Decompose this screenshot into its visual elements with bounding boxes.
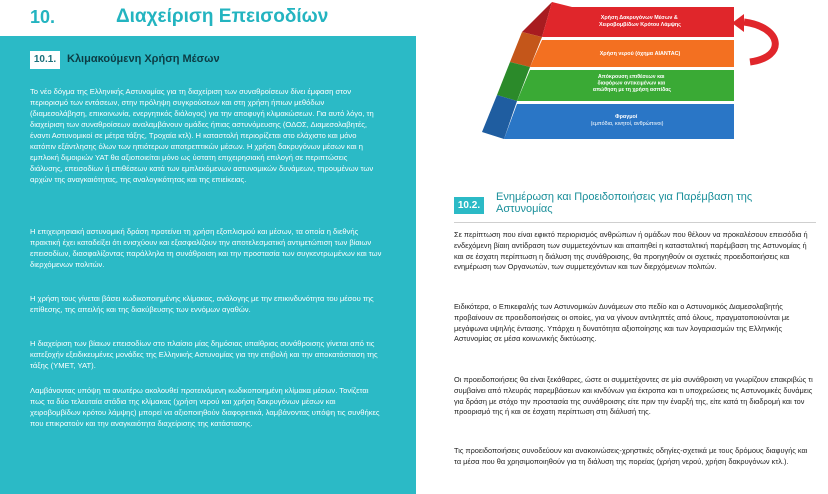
pyramid-level-3-label: Απόκρουση επιθέσεων και διαφόρων αντικειμένων και απώθηση με τη χρήση ασπίδας: [592, 74, 672, 93]
pyramid-level-1-label: Χρήση Δακρυγόνων Μέσων & Χειροβομβίδων Κρότου Λάμψης: [599, 15, 681, 28]
escalation-arrow-icon: [744, 22, 775, 62]
paragraph: Σε περίπτωση που είναι εφικτό περιορισμός ανθρώπων ή ομάδων που θέλουν να προκαλέσουν επεισόδια ή ενδεχόμενη βίαιη αντίδραση των συμμετεχόντων και απαιτηθεί η κατασταλτική παρέμβαση της Αστυνομίας ή και σε έσχατη περίπτωση η διάλυση της συνάθροισης, θα προηγηθούν οι σχετικές προειδοποιήσεις και ενημέρωση των Οργανωτών, των συμμετεχόντων και των διερχόμενων πολιτών.: [454, 230, 808, 272]
paragraph: Η επιχειρησιακή αστυνομική δράση προτείνει τη χρήση εξοπλισμού και μέσων, τα οποία η διεθνής πρακτική έχει καταδείξει ότι ενισχύουν και εξασφαλίζουν την αποτελεσματική αντιμετώπιση των βίαιων επεισοδίων, διασφαλίζοντας παράλληλα τη συνάθροιση και την προστασία των συγκεντρωμένων και των διερχόμενων πολιτών.: [30, 227, 382, 269]
paragraph: Οι προειδοποιήσεις θα είναι ξεκάθαρες, ώστε οι συμμετέχοντες σε μία συνάθροιση να γνωρίζουν επακριβώς τι συμβαίνει από πλευράς παρεμβάσεων και κινδύνων για έκτροπα και τι υποχρεώσεις τις Αστυνομικές δυνάμεις για δράση με στόχο την προστασία της συνάθροισης είτε πριν την έναρξή της, είτε κατά τη διαδρομή και τον προορισμό της ή και σε έσχατη περίπτωση στη διάλυσή της.: [454, 375, 813, 417]
chapter-title: Διαχείριση Επεισοδίων: [116, 6, 329, 27]
divider: [454, 222, 816, 223]
paragraph: Τις προειδοποιήσεις συνοδεύουν και ανακοινώσεις-χρηστικές οδηγίες-σχετικά με τους δρόμους διαφυγής και τα μέσα που θα χρησιμοποιηθούν για τη διάλυση της πορείας (χρήση νερού, χρήση δακρυγόνων κτλ.).: [454, 446, 808, 466]
chapter-header: [0, 0, 416, 36]
escalation-pyramid: [482, 2, 812, 142]
paragraph: Το νέο δόγμα της Ελληνικής Αστυνομίας για τη διαχείριση των συναθροίσεων δίνει έμφαση στον περιορισμό των εντάσεων, στην πρόληψη συγκρούσεων και στη χρήση ήπιων μεθόδων (διαμεσολάβηση, επικοινωνία, ενεργητικός διάλογος) για την αποφυγή κλιμακώσεων. Για αυτό λόγο, τη διαχείριση των συναθροίσεων αναλαμβάνουν ομάδες ήπιας αστυνόμευσης (ΟΔΟΣ, Διαμεσολαβητές, έναντι Αστυνομικοί σε μέτρα τάξης, Τροχαία κτλ). Η καταστολή περιορίζεται στο ελάχιστο και μόνο κατόπιν εξάντλησης όλων των ηπιότερων αποτρεπτικών μέσων. Η χρήση δακρυγόνων μέσων και η εμπλοκή διμοιριών ΥΑΤ θα αξιοποιείται μόνο ως ύστατη επιχειρησιακή επιλογή σε περιπτώσεις διάλυσης, επεισοδίων ή επιθέσεων κατά των εμπλεκόμενων αστυνομικών δυνάμεων, τηρουμένων των αρχών της αναγκαιότητας, της αναλογικότητας και της επιείκειας.: [30, 87, 374, 184]
right-page: [416, 0, 828, 494]
section-2-number: 10.2.: [454, 197, 484, 214]
section-title: Κλιμακούμενη Χρήση Μέσων: [67, 53, 220, 65]
section-panel: [0, 36, 416, 494]
paragraph: Λαμβάνοντας υπόψη τα ανωτέρω ακολουθεί προτεινόμενη κωδικοποιημένη κλίμακα μέσων. Τονίζεται πως τα δύο τελευταία στάδια της κλίμακας (χρήση νερού και χρήση δακρυγόνων μέσων και χειροβομβίδων κρότου λάμψης) μπορεί να αξιοποιηθούν διαφορετικά, λαμβάνοντας υπόψη τις συνθήκες που επικρατούν και την αναγκαιότητα διαχείρισης της κατάστασης.: [30, 386, 380, 428]
pyramid-level-4-label: Φραγμοί (εμπόδια, κινητοί, ανθρώπινοι): [590, 114, 664, 127]
paragraph: Η διαχείριση των βίαιων επεισοδίων στο πλαίσιο μίας δημόσιας υπαίθριας συνάθροισης γίνεται από τις κατεξοχήν εξειδικευμένες μονάδες της Ελληνικής Αστυνομίας για την επιβολή και την αποκατάσταση της τάξης (ΥΜΕΤ, ΥΑΤ).: [30, 339, 378, 370]
paragraph: Ειδικότερα, ο Επικεφαλής των Αστυνομικών Δυνάμεων στο πεδίο και ο Αστυνομικός Διαμεσολαβητής προβαίνουν σε προειδοποιήσεις οι οποίες, για να γίνουν αντιληπτές από όλους, πραγματοποιούνται με μεγάφωνα υψηλής έντασης. Υπάρχει η δυνατότητα αξιοποίησης και των λογαριασμών της Ελληνικής Αστυνομίας σε μέσα κοινωνικής δικτύωσης.: [454, 302, 790, 344]
paragraph: Η χρήση τους γίνεται βάσει κωδικοποιημένης κλίμακας, ανάλογης με την επικινδυνότητα του μέσου της επίθεσης, της απειλής και της διακύβευσης των εννόμων αγαθών.: [30, 294, 374, 314]
chapter-number: 10.: [30, 7, 56, 27]
section-2-title: Ενημέρωση και Προειδοποιήσεις για Παρέμβαση της Αστυνομίας: [496, 191, 753, 215]
pyramid-level-2-label: Χρήση νερού (όχημα AIANTAC): [599, 51, 681, 57]
section-number: 10.1.: [30, 51, 60, 69]
